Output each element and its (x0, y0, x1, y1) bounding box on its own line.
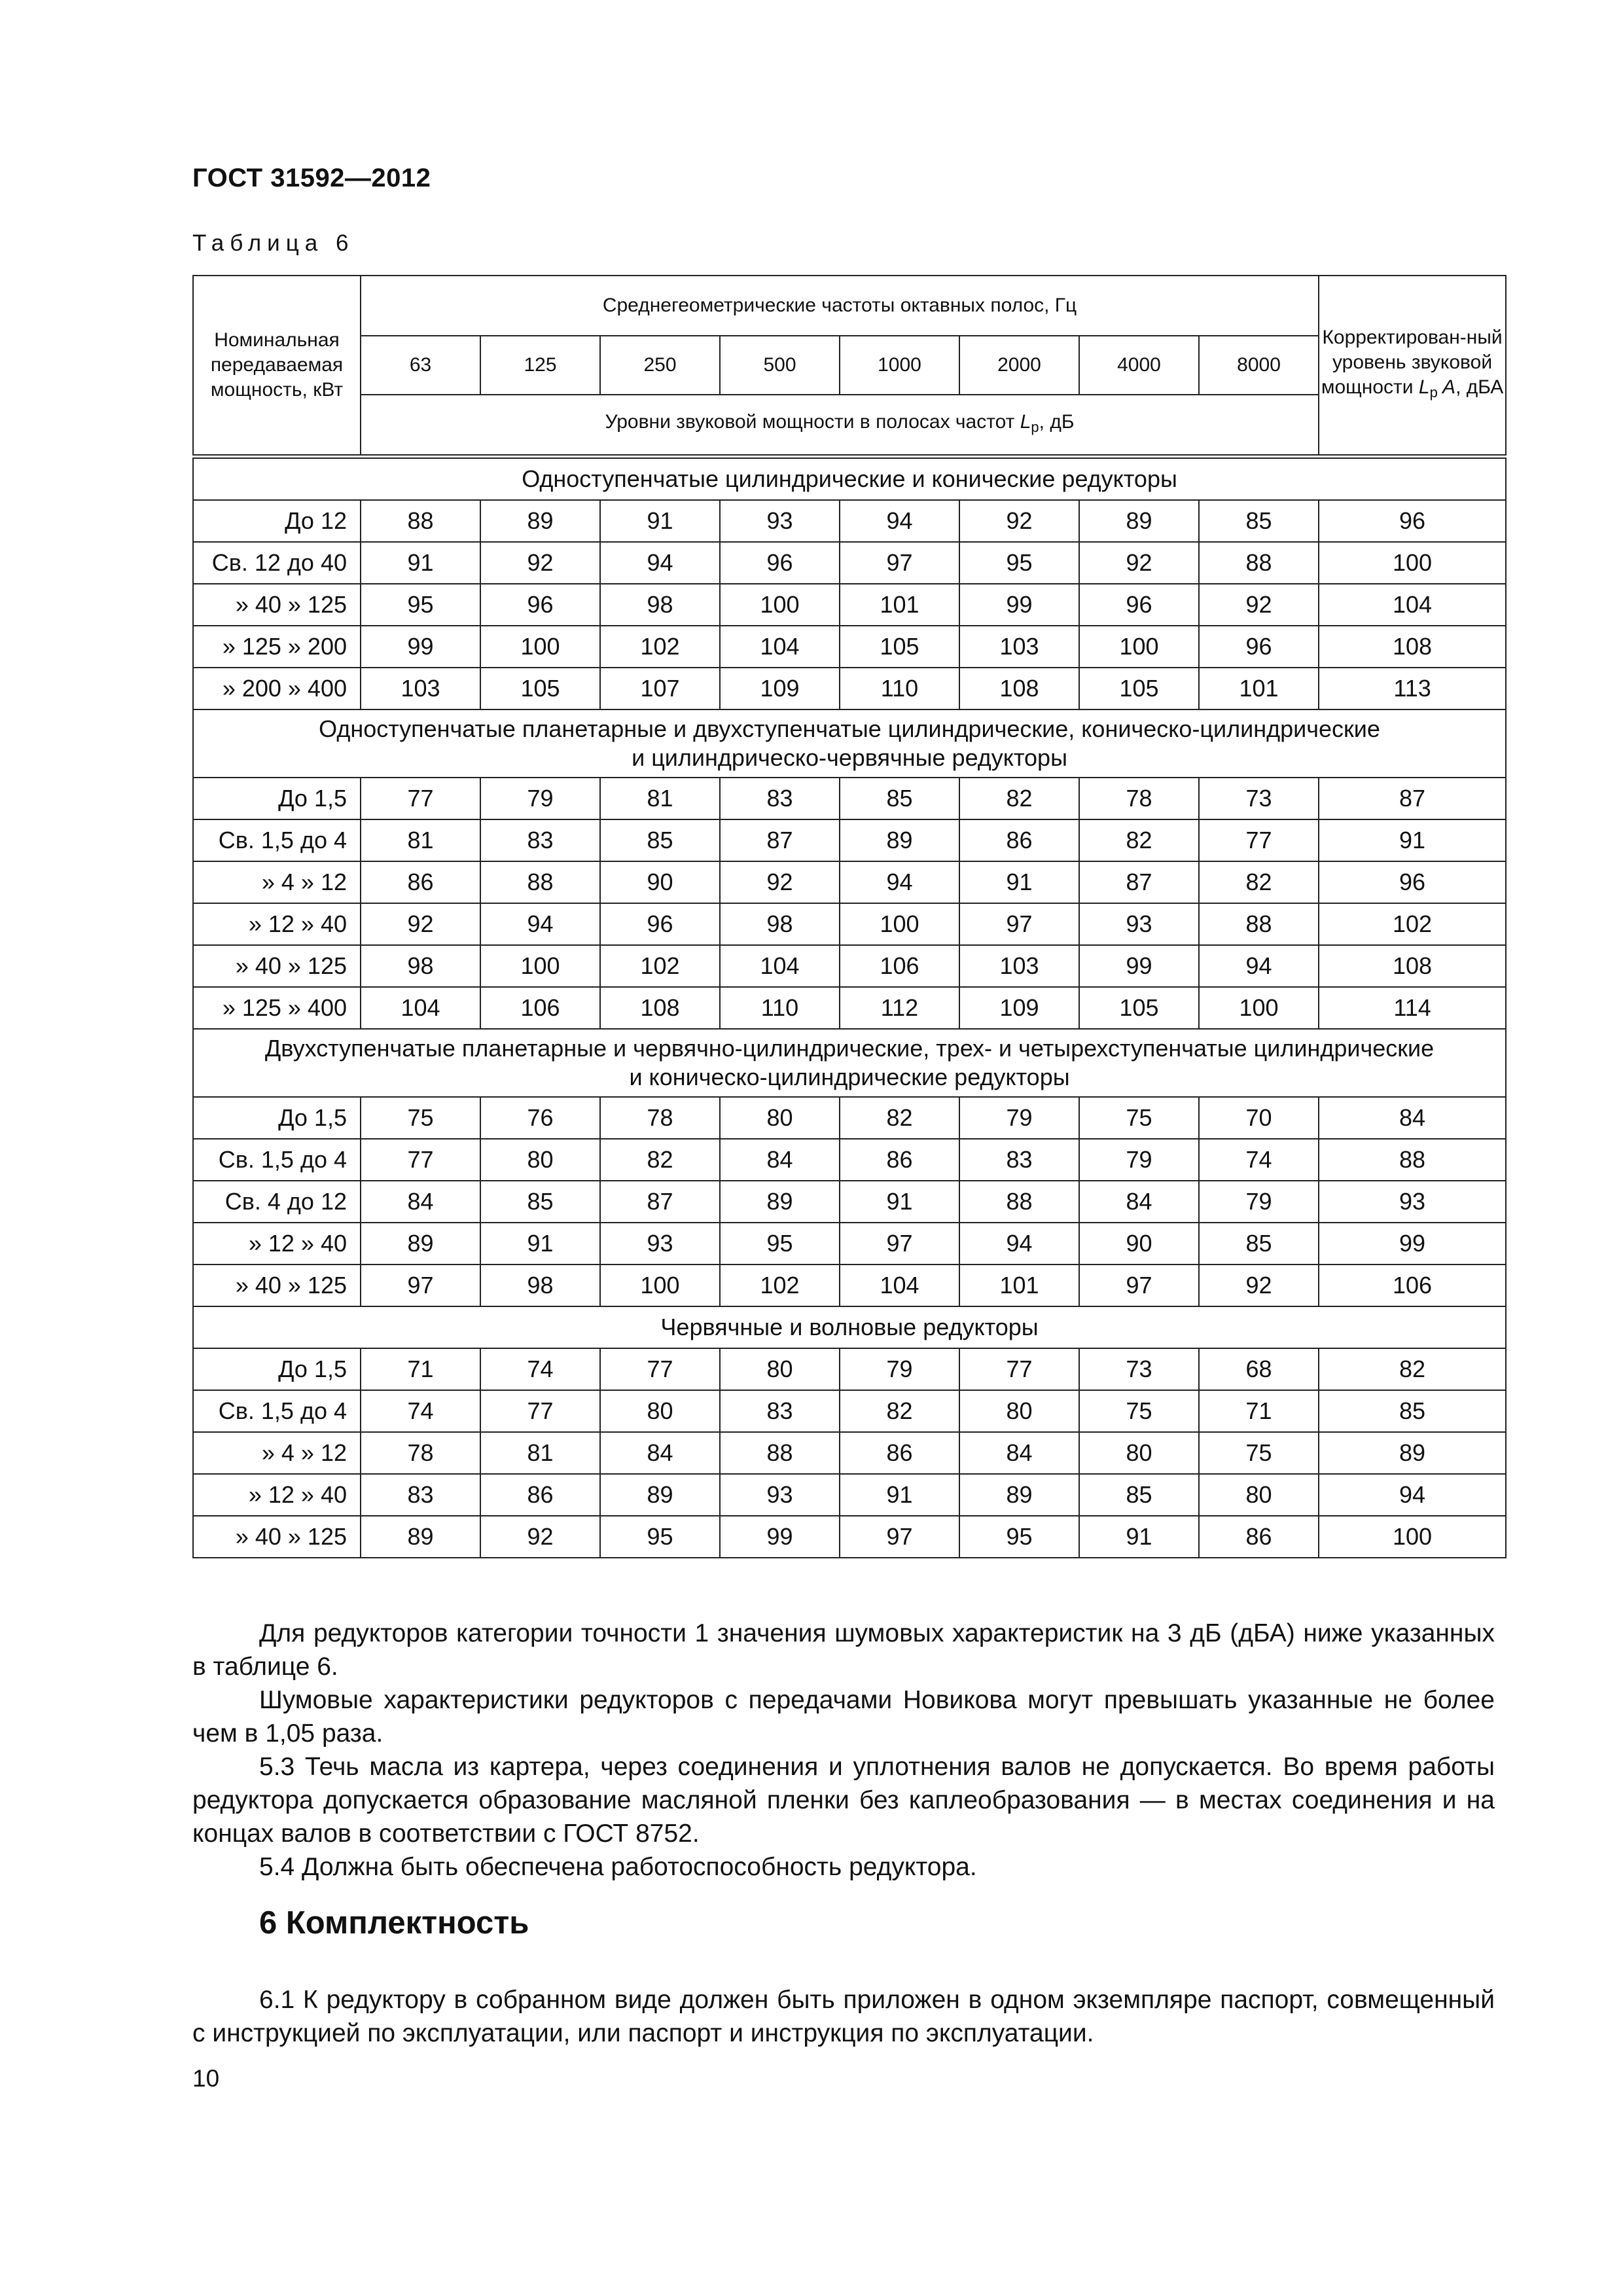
cell-level: 92 (480, 542, 600, 584)
cell-level: 91 (840, 1474, 959, 1516)
paragraph-5-3: 5.3 Течь масла из картера, через соединения и уплотнения валов не допускается. Во время работы редуктора допускается образование масляной пленки без каплеобразования — в местах соединения и на концах валов в соответствии с ГОСТ 8752. (192, 1753, 1495, 1848)
cell-level: 93 (600, 1223, 720, 1265)
cell-level: 88 (1199, 542, 1319, 584)
cell-level: 79 (1079, 1139, 1199, 1181)
cell-level: 99 (1079, 945, 1199, 987)
header-corrected (1319, 276, 1506, 455)
cell-level: 88 (720, 1432, 840, 1474)
row-power-label: Св. 1,5 до 4 (193, 1139, 361, 1181)
cell-level: 89 (361, 1223, 480, 1265)
cell-level: 99 (959, 584, 1079, 626)
cell-level: 89 (840, 819, 959, 861)
cell-level: 97 (361, 1265, 480, 1306)
cell-level: 71 (361, 1348, 480, 1390)
cell-level: 87 (600, 1181, 720, 1223)
row-power-label: » 12 » 40 (193, 1474, 361, 1516)
section-title-line: Червячные и волновые редукторы (660, 1314, 1039, 1340)
cell-level: 77 (959, 1348, 1079, 1390)
cell-level: 103 (361, 668, 480, 709)
row-power-label: » 40 » 125 (193, 945, 361, 987)
cell-level: 91 (959, 861, 1079, 903)
cell-level: 86 (840, 1139, 959, 1181)
cell-level: 104 (840, 1265, 959, 1306)
cell-level: 107 (600, 668, 720, 709)
cell-level: 97 (1079, 1265, 1199, 1306)
header-levels-label: Уровни звуковой мощности в полосах частот (605, 411, 1020, 433)
cell-level: 110 (720, 987, 840, 1029)
cell-level: 100 (600, 1265, 720, 1306)
cell-level: 85 (840, 778, 959, 819)
cell-level: 105 (840, 626, 959, 668)
cell-level: 108 (959, 668, 1079, 709)
cell-level: 82 (1199, 861, 1319, 903)
cell-corrected-level: 114 (1319, 987, 1506, 1029)
cell-level: 92 (480, 1516, 600, 1558)
cell-corrected-level: 113 (1319, 668, 1506, 709)
cell-level: 91 (361, 542, 480, 584)
cell-level: 105 (480, 668, 600, 709)
cell-level: 79 (1199, 1181, 1319, 1223)
cell-level: 79 (840, 1348, 959, 1390)
cell-corrected-level: 96 (1319, 861, 1506, 903)
cell-level: 106 (480, 987, 600, 1029)
cell-level: 98 (600, 584, 720, 626)
cell-level: 74 (1199, 1139, 1319, 1181)
cell-level: 105 (1079, 668, 1199, 709)
cell-level: 81 (600, 778, 720, 819)
cell-level: 104 (720, 626, 840, 668)
cell-level: 86 (480, 1474, 600, 1516)
cell-level: 94 (840, 861, 959, 903)
cell-corrected-level: 88 (1319, 1139, 1506, 1181)
cell-level: 77 (361, 1139, 480, 1181)
cell-level: 94 (600, 542, 720, 584)
cell-level: 102 (600, 626, 720, 668)
cell-level: 78 (361, 1432, 480, 1474)
row-power-label: Св. 12 до 40 (193, 542, 361, 584)
cell-level: 104 (361, 987, 480, 1029)
row-power-label: » 200 » 400 (193, 668, 361, 709)
cell-level: 81 (480, 1432, 600, 1474)
cell-level: 77 (361, 778, 480, 819)
cell-level: 86 (1199, 1516, 1319, 1558)
cell-corrected-level: 100 (1319, 1516, 1506, 1558)
header-power (193, 276, 361, 455)
cell-level: 88 (480, 861, 600, 903)
table-row (193, 1348, 1506, 1390)
row-power-label: До 1,5 (193, 1097, 361, 1139)
table-row (193, 1181, 1506, 1223)
cell-corrected-level: 87 (1319, 778, 1506, 819)
row-power-label: Св. 4 до 12 (193, 1181, 361, 1223)
cell-corrected-level: 102 (1319, 903, 1506, 945)
table-row (193, 584, 1506, 626)
cell-level: 110 (840, 668, 959, 709)
cell-level: 90 (600, 861, 720, 903)
cell-level: 82 (840, 1097, 959, 1139)
cell-level: 101 (1199, 668, 1319, 709)
header-frequency: 125 (480, 336, 600, 395)
cell-level: 91 (1079, 1516, 1199, 1558)
cell-level: 97 (840, 1223, 959, 1265)
table-caption: Таблица 6 (192, 230, 355, 256)
cell-level: 78 (600, 1097, 720, 1139)
cell-level: 92 (1199, 1265, 1319, 1306)
cell-level: 80 (1079, 1432, 1199, 1474)
section-title-line: и цилиндрическо-червячные редукторы (632, 744, 1067, 771)
row-power-label: » 125 » 400 (193, 987, 361, 1029)
cell-level: 101 (840, 584, 959, 626)
cell-level: 95 (720, 1223, 840, 1265)
cell-level: 85 (600, 819, 720, 861)
cell-level: 80 (1199, 1474, 1319, 1516)
cell-level: 86 (361, 861, 480, 903)
header-levels-unit: , дБ (1039, 411, 1075, 433)
cell-level: 89 (361, 1516, 480, 1558)
cell-level: 75 (1079, 1097, 1199, 1139)
cell-corrected-level: 106 (1319, 1265, 1506, 1306)
cell-level: 100 (1199, 987, 1319, 1029)
table-row (193, 1432, 1506, 1474)
section-title-line: Одноступенчатые цилиндрические и конические редукторы (522, 465, 1177, 492)
cell-level: 105 (1079, 987, 1199, 1029)
cell-level: 87 (1079, 861, 1199, 903)
cell-corrected-level: 93 (1319, 1181, 1506, 1223)
cell-level: 96 (1079, 584, 1199, 626)
cell-level: 77 (480, 1390, 600, 1432)
cell-level: 108 (600, 987, 720, 1029)
cell-level: 82 (1079, 819, 1199, 861)
cell-level: 95 (600, 1516, 720, 1558)
section-header (193, 709, 1506, 778)
header-freq-group: Среднегеометрические частоты октавных полос, Гц (361, 276, 1319, 336)
cell-level: 68 (1199, 1348, 1319, 1390)
cell-level: 85 (480, 1181, 600, 1223)
noise-table (192, 275, 1507, 1558)
paragraph-5-4: 5.4 Должна быть обеспечена работоспособность редуктора. (259, 1853, 977, 1881)
table-row (193, 1223, 1506, 1265)
cell-level: 71 (1199, 1390, 1319, 1432)
cell-level: 84 (600, 1432, 720, 1474)
row-power-label: » 4 » 12 (193, 861, 361, 903)
cell-level: 104 (720, 945, 840, 987)
cell-level: 84 (959, 1432, 1079, 1474)
cell-level: 81 (361, 819, 480, 861)
cell-level: 102 (600, 945, 720, 987)
cell-corrected-level: 108 (1319, 945, 1506, 987)
header-frequency: 63 (361, 336, 480, 395)
cell-level: 100 (480, 626, 600, 668)
cell-level: 93 (720, 500, 840, 542)
cell-level: 96 (720, 542, 840, 584)
cell-corrected-level: 82 (1319, 1348, 1506, 1390)
cell-level: 91 (600, 500, 720, 542)
cell-level: 77 (600, 1348, 720, 1390)
row-power-label: До 1,5 (193, 778, 361, 819)
body-paragraphs (192, 1617, 1495, 1884)
header-frequency: 1000 (840, 336, 959, 395)
cell-level: 94 (959, 1223, 1079, 1265)
cell-level: 75 (1079, 1390, 1199, 1432)
cell-level: 83 (720, 1390, 840, 1432)
cell-level: 94 (480, 903, 600, 945)
table-row (193, 903, 1506, 945)
table-row (193, 668, 1506, 709)
section6-body (192, 1983, 1495, 2050)
row-power-label: Св. 1,5 до 4 (193, 1390, 361, 1432)
cell-level: 95 (361, 584, 480, 626)
cell-level: 75 (1199, 1432, 1319, 1474)
table-row (193, 1390, 1506, 1432)
page-number: 10 (192, 2065, 220, 2092)
cell-level: 84 (361, 1181, 480, 1223)
table-row (193, 1139, 1506, 1181)
cell-level: 93 (720, 1474, 840, 1516)
cell-level: 85 (1079, 1474, 1199, 1516)
paragraph-novikov: Шумовые характеристики редукторов с передачами Новикова могут превышать указанные не более чем в 1,05 раза. (192, 1686, 1495, 1748)
header-corrected-a: A (1437, 376, 1456, 398)
cell-level: 91 (480, 1223, 600, 1265)
cell-level: 99 (720, 1516, 840, 1558)
cell-level: 76 (480, 1097, 600, 1139)
cell-level: 84 (1079, 1181, 1199, 1223)
cell-corrected-level: 85 (1319, 1390, 1506, 1432)
cell-level: 90 (1079, 1223, 1199, 1265)
cell-level: 86 (840, 1432, 959, 1474)
cell-level: 83 (959, 1139, 1079, 1181)
cell-level: 92 (1199, 584, 1319, 626)
cell-level: 73 (1079, 1348, 1199, 1390)
cell-corrected-level: 104 (1319, 584, 1506, 626)
cell-level: 93 (1079, 903, 1199, 945)
cell-level: 89 (480, 500, 600, 542)
cell-corrected-level: 108 (1319, 626, 1506, 668)
paragraph-accuracy: Для редукторов категории точности 1 значения шумовых характеристик на 3 дБ (дБА) ниже указанных в таблице 6. (192, 1619, 1495, 1681)
table-row (193, 626, 1506, 668)
table-row (193, 500, 1506, 542)
table-row (193, 1474, 1506, 1516)
cell-level: 100 (1079, 626, 1199, 668)
cell-level: 100 (480, 945, 600, 987)
row-power-label: » 40 » 125 (193, 1516, 361, 1558)
cell-level: 96 (480, 584, 600, 626)
cell-level: 98 (361, 945, 480, 987)
table-row (193, 819, 1506, 861)
table-row (193, 1516, 1506, 1558)
cell-level: 79 (959, 1097, 1079, 1139)
cell-level: 95 (959, 542, 1079, 584)
cell-level: 89 (720, 1181, 840, 1223)
cell-level: 92 (720, 861, 840, 903)
cell-level: 94 (1199, 945, 1319, 987)
cell-level: 80 (720, 1097, 840, 1139)
table-row (193, 542, 1506, 584)
cell-corrected-level: 89 (1319, 1432, 1506, 1474)
table-row (193, 778, 1506, 819)
table-row (193, 945, 1506, 987)
cell-level: 80 (600, 1390, 720, 1432)
cell-level: 84 (720, 1139, 840, 1181)
cell-level: 100 (720, 584, 840, 626)
header-corrected-sub: p (1429, 384, 1438, 401)
cell-level: 95 (959, 1516, 1079, 1558)
header-corrected-unit: , дБА (1455, 376, 1504, 398)
cell-level: 92 (959, 500, 1079, 542)
table-row (193, 987, 1506, 1029)
row-power-label: Св. 1,5 до 4 (193, 819, 361, 861)
cell-level: 83 (361, 1474, 480, 1516)
cell-level: 82 (959, 778, 1079, 819)
cell-level: 74 (361, 1390, 480, 1432)
header-levels (361, 395, 1319, 455)
section-header (193, 1029, 1506, 1097)
cell-level: 98 (480, 1265, 600, 1306)
cell-level: 97 (840, 542, 959, 584)
cell-level: 80 (480, 1139, 600, 1181)
cell-corrected-level: 91 (1319, 819, 1506, 861)
cell-level: 88 (1199, 903, 1319, 945)
cell-level: 88 (959, 1181, 1079, 1223)
row-power-label: До 1,5 (193, 1348, 361, 1390)
cell-level: 74 (480, 1348, 600, 1390)
cell-level: 96 (600, 903, 720, 945)
cell-level: 89 (600, 1474, 720, 1516)
cell-level: 79 (480, 778, 600, 819)
header-levels-symbol: L (1020, 411, 1031, 433)
cell-level: 88 (361, 500, 480, 542)
cell-level: 87 (720, 819, 840, 861)
document-code: ГОСТ 31592—2012 (192, 164, 431, 192)
cell-level: 70 (1199, 1097, 1319, 1139)
cell-level: 96 (1199, 626, 1319, 668)
cell-level: 89 (1079, 500, 1199, 542)
cell-level: 102 (720, 1265, 840, 1306)
cell-level: 77 (1199, 819, 1319, 861)
cell-level: 75 (361, 1097, 480, 1139)
row-power-label: » 125 » 200 (193, 626, 361, 668)
table-row (193, 1097, 1506, 1139)
cell-corrected-level: 96 (1319, 500, 1506, 542)
cell-level: 98 (720, 903, 840, 945)
cell-level: 80 (720, 1348, 840, 1390)
cell-level: 83 (480, 819, 600, 861)
header-corrected-label: Корректирован-ный уровень звуковой мощности (1321, 327, 1503, 398)
cell-level: 80 (959, 1390, 1079, 1432)
header-corrected-symbol: L (1418, 376, 1430, 398)
row-power-label: » 12 » 40 (193, 903, 361, 945)
cell-level: 97 (840, 1516, 959, 1558)
section-header (193, 1306, 1506, 1348)
cell-level: 82 (840, 1390, 959, 1432)
cell-level: 94 (840, 500, 959, 542)
header-frequency: 8000 (1199, 336, 1319, 395)
cell-level: 86 (959, 819, 1079, 861)
cell-corrected-level: 100 (1319, 542, 1506, 584)
header-levels-sub: p (1031, 419, 1039, 435)
cell-level: 92 (1079, 542, 1199, 584)
cell-level: 101 (959, 1265, 1079, 1306)
cell-level: 91 (840, 1181, 959, 1223)
row-power-label: » 40 » 125 (193, 1265, 361, 1306)
cell-level: 83 (720, 778, 840, 819)
cell-level: 97 (959, 903, 1079, 945)
cell-level: 100 (840, 903, 959, 945)
cell-level: 109 (959, 987, 1079, 1029)
row-power-label: » 4 » 12 (193, 1432, 361, 1474)
header-frequency: 4000 (1079, 336, 1199, 395)
section-title: 6 Комплектность (259, 1905, 529, 1941)
cell-level: 99 (361, 626, 480, 668)
cell-corrected-level: 99 (1319, 1223, 1506, 1265)
section-title-line: Двухступенчатые планетарные и червячно-цилиндрические, трех- и четырехступенчатые цилиндрические (264, 1035, 1435, 1062)
cell-level: 89 (959, 1474, 1079, 1516)
section-title-line: Одноступенчатые планетарные и двухступенчатые цилиндрические, коническо-цилиндрические (319, 715, 1380, 742)
header-frequency: 500 (720, 336, 840, 395)
cell-level: 85 (1199, 1223, 1319, 1265)
row-power-label: » 40 » 125 (193, 584, 361, 626)
cell-level: 109 (720, 668, 840, 709)
row-power-label: До 12 (193, 500, 361, 542)
header-power-label: Номинальная передаваемая мощность, кВт (210, 329, 344, 401)
cell-level: 106 (840, 945, 959, 987)
table-row (193, 861, 1506, 903)
section-header (193, 458, 1506, 500)
cell-level: 103 (959, 626, 1079, 668)
cell-level: 85 (1199, 500, 1319, 542)
cell-level: 103 (959, 945, 1079, 987)
row-power-label: » 12 » 40 (193, 1223, 361, 1265)
table-row (193, 1265, 1506, 1306)
cell-level: 78 (1079, 778, 1199, 819)
section-title-line: и коническо-цилиндрические редукторы (629, 1064, 1070, 1090)
cell-level: 82 (600, 1139, 720, 1181)
paragraph-6-1: 6.1 К редуктору в собранном виде должен быть приложен в одном экземпляре паспорт, совмещенный с инструкцией по эксплуатации, или паспорт и инструкция по эксплуатации. (192, 1986, 1495, 2047)
cell-corrected-level: 84 (1319, 1097, 1506, 1139)
cell-level: 92 (361, 903, 480, 945)
cell-corrected-level: 94 (1319, 1474, 1506, 1516)
cell-level: 73 (1199, 778, 1319, 819)
header-frequency: 2000 (959, 336, 1079, 395)
cell-level: 112 (840, 987, 959, 1029)
header-frequency: 250 (600, 336, 720, 395)
